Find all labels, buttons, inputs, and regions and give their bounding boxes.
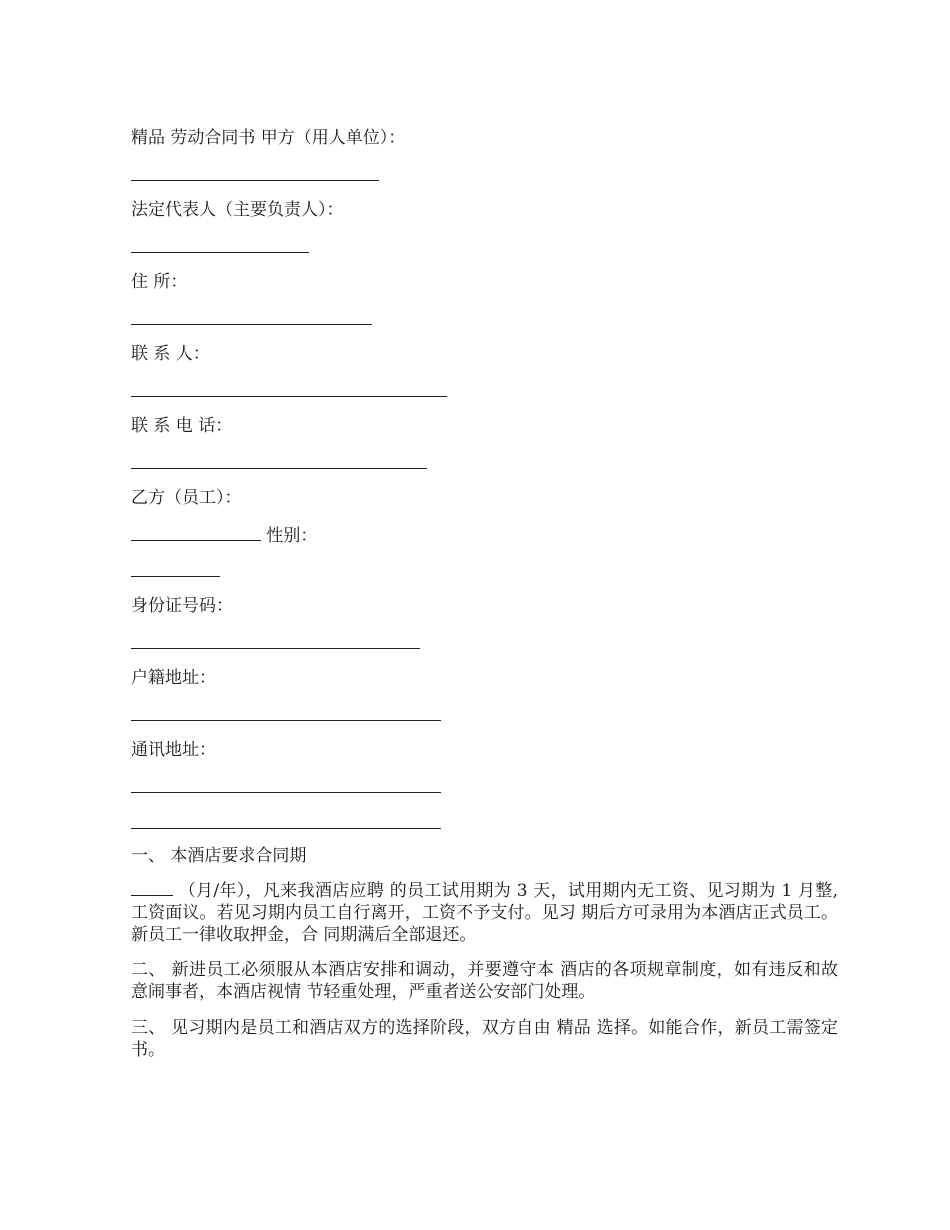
- gender-label: 性别：: [266, 526, 318, 546]
- party-b-name-row: [131, 524, 317, 546]
- gender-blank[interactable]: [131, 560, 220, 582]
- legal-rep-blank[interactable]: [131, 236, 309, 258]
- party-b-label: 乙方（员工）：: [131, 488, 242, 508]
- contract-term-blank[interactable]: [131, 880, 173, 896]
- phone-label: 联 系 电 话：: [131, 416, 233, 436]
- mail-address-blank-1[interactable]: [131, 776, 441, 798]
- mail-address-blank-2[interactable]: [131, 812, 441, 834]
- id-number-label: 身份证号码：: [131, 596, 233, 616]
- section-3-body: 三、 见习期内是员工和酒店双方的选择阶段，双方自由 精品 选择。如能合作，新员工需签定书。: [131, 1018, 838, 1060]
- mail-address-label: 通讯地址：: [131, 740, 216, 760]
- id-number-blank[interactable]: [131, 632, 420, 654]
- address-blank[interactable]: [131, 308, 372, 330]
- phone-blank[interactable]: [131, 452, 427, 474]
- contact-label: 联 系 人：: [131, 344, 210, 364]
- household-address-label: 户籍地址：: [131, 668, 216, 688]
- address-label: 住 所：: [131, 272, 188, 292]
- household-address-blank[interactable]: [131, 704, 441, 726]
- legal-rep-label: 法定代表人（主要负责人）：: [131, 200, 344, 220]
- section-1-body: [131, 880, 838, 946]
- contract-title-party-a: 精品 劳动合同书 甲方（用人单位）：: [131, 128, 406, 148]
- party-b-name-blank[interactable]: [131, 524, 261, 541]
- party-a-blank[interactable]: [131, 164, 379, 186]
- section-2-body: 二、 新进员工必须服从本酒店安排和调动，并要遵守本 酒店的各项规章制度，如有违反和故意闹事者，本酒店视情 节轻重处理，严重者送公安部门处理。: [131, 960, 838, 1002]
- contact-blank[interactable]: [131, 380, 447, 402]
- section-1-text: （月/年），凡来我酒店应聘 的员工试用期为 3 天，试用期内无工资、见习期为 1 月整,工资面议。若见习期内员工自行离开，工资不予支付。见习 期后方可录用为本酒店正式员工。新员工一律收取押金，合 同期满后全部退还。: [131, 881, 839, 945]
- section-1-heading: 一、 本酒店要求合同期: [131, 846, 307, 866]
